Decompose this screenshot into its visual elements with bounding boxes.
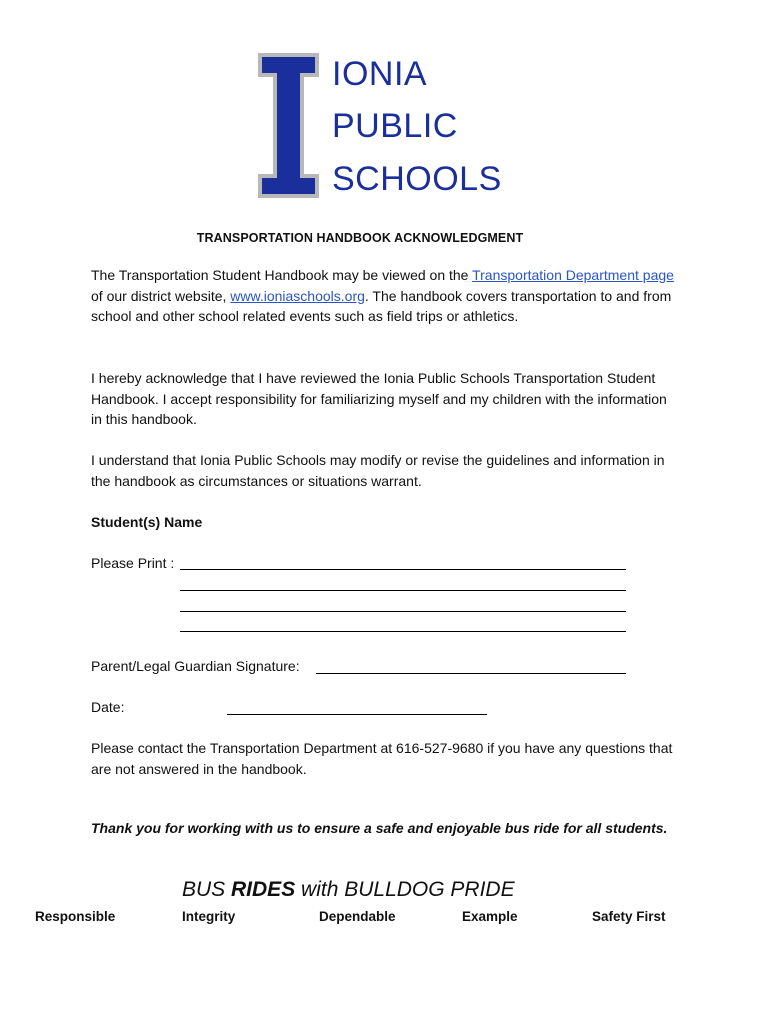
student-name-line-2[interactable] xyxy=(180,590,626,591)
please-print-label: Please Print : xyxy=(91,555,175,571)
value-responsible: Responsible xyxy=(35,909,116,924)
students-name-heading: Student(s) Name xyxy=(91,514,203,530)
logo-line-ionia: IONIA xyxy=(332,55,428,93)
intro-text-1: The Transportation Student Handbook may be viewed on the xyxy=(91,267,473,283)
document-title: TRANSPORTATION HANDBOOK ACKNOWLEDGMENT xyxy=(196,231,524,245)
student-name-line-3[interactable] xyxy=(180,611,626,612)
value-integrity: Integrity xyxy=(182,909,236,924)
date-label: Date: xyxy=(91,699,125,715)
value-example: Example xyxy=(462,909,518,924)
motto-part-1: BUS xyxy=(182,878,232,901)
district-website-link[interactable]: www.ioniaschools.org xyxy=(230,287,365,304)
student-name-line-4[interactable] xyxy=(180,631,626,632)
intro-text-2: of our district website, xyxy=(91,287,231,304)
intro-text-3: . The handbook covers transportation to and from school and other school related events such as field trips or athletics. xyxy=(91,287,672,324)
signature-label: Parent/Legal Guardian Signature: xyxy=(91,658,300,674)
value-safety-first: Safety First xyxy=(592,909,666,924)
motto-part-3: with BULLDOG PRIDE xyxy=(295,878,515,901)
transportation-department-link[interactable]: Transportation Department page xyxy=(472,267,674,283)
student-name-line-1[interactable] xyxy=(180,569,626,570)
logo-line-schools: SCHOOLS xyxy=(332,160,502,198)
thank-you-note: Thank you for working with us to ensure a safe and enjoyable bus ride for all students. xyxy=(91,820,668,836)
ionia-logo-i-icon xyxy=(258,53,319,198)
logo-line-public: PUBLIC xyxy=(332,107,458,145)
acknowledge-paragraph: I hereby acknowledge that I have reviewed the Ionia Public Schools Transportation Student Handbook. I accept responsibility for familiarizing myself and my children with the information in this handbook. xyxy=(91,370,667,427)
date-line[interactable] xyxy=(227,714,487,715)
signature-line[interactable] xyxy=(316,673,626,674)
value-dependable: Dependable xyxy=(319,909,396,924)
motto-part-2: RIDES xyxy=(231,878,296,901)
motto xyxy=(182,878,515,902)
intro-paragraph xyxy=(91,265,681,327)
modify-paragraph: I understand that Ionia Public Schools may modify or revise the guidelines and information in the handbook as circumstances or situations warrant. xyxy=(91,452,665,489)
contact-paragraph: Please contact the Transportation Department at 616-527-9680 if you have any questions that are not answered in the handbook. xyxy=(91,740,673,777)
